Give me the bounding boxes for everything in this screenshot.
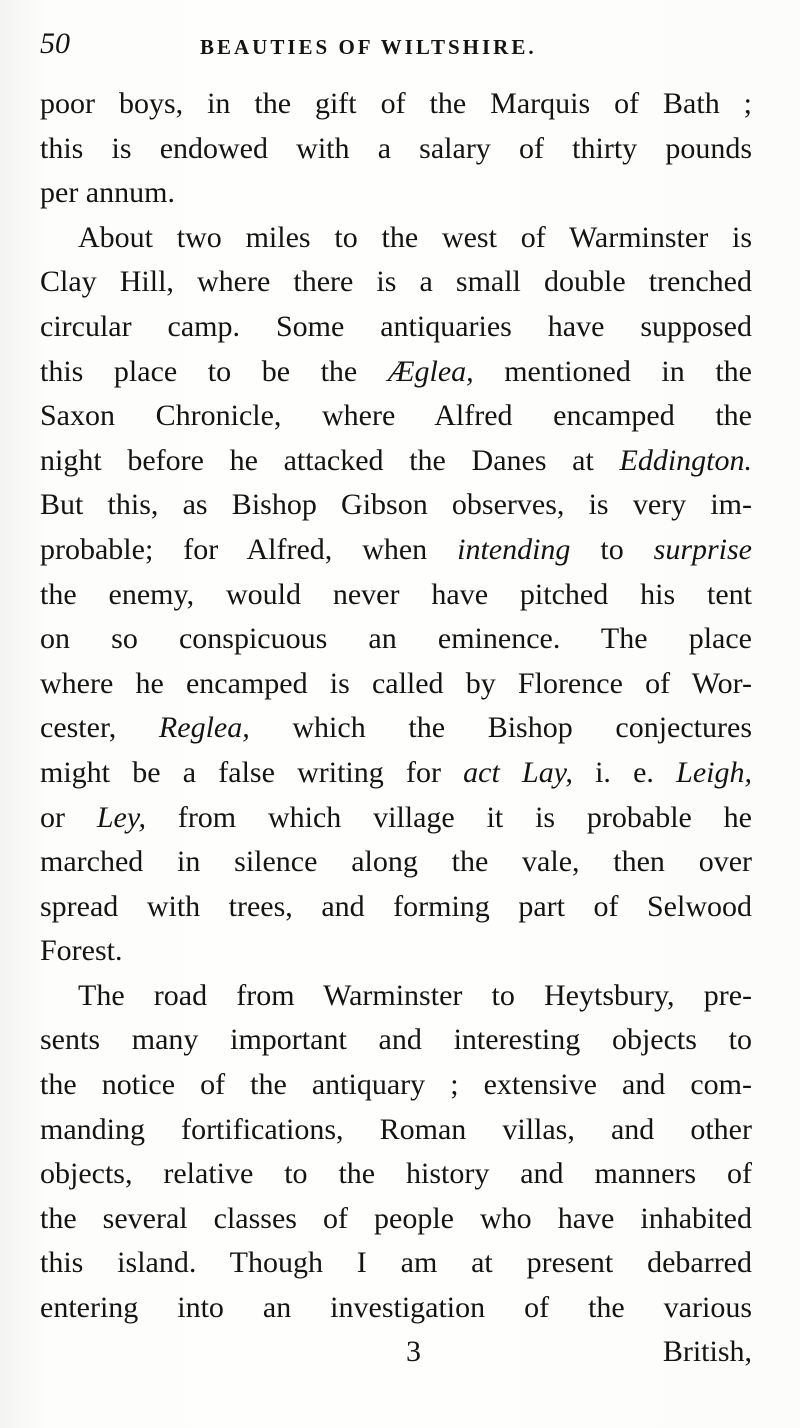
text-line bbox=[40, 662, 752, 707]
text-segment: this is endowed with a salary of thirty pounds bbox=[40, 131, 752, 165]
text-segment: spread with trees, and forming part of Selwood bbox=[40, 889, 752, 923]
text-segment: About two miles to the west of Warminster is bbox=[78, 220, 752, 254]
running-head: BEAUTIES OF WILTSHIRE. bbox=[200, 35, 537, 59]
text-line bbox=[40, 483, 752, 528]
text-line bbox=[40, 127, 752, 172]
text-segment: manding fortifications, Roman villas, and other bbox=[40, 1112, 752, 1146]
text-segment: marched in silence along the vale, then over bbox=[40, 845, 752, 879]
text-segment: the enemy, would never have pitched his tent bbox=[40, 577, 752, 611]
text-segment: The road from Warminster to Heytsbury, pre- bbox=[78, 978, 752, 1012]
text-segment: cester, bbox=[40, 711, 159, 745]
italic-text: Leigh, bbox=[676, 755, 752, 789]
text-line bbox=[40, 885, 752, 930]
text-line bbox=[40, 216, 752, 261]
text-segment: the several classes of people who have inhabited bbox=[40, 1201, 752, 1235]
text-line bbox=[40, 171, 752, 216]
text-segment: to bbox=[570, 532, 654, 566]
text-segment: this place to be the bbox=[40, 354, 388, 388]
text-segment: But this, as Bishop Gibson observes, is very im- bbox=[40, 488, 752, 522]
text-line bbox=[40, 1018, 752, 1063]
text-line bbox=[40, 82, 752, 127]
text-line bbox=[40, 1241, 752, 1286]
body-text bbox=[40, 82, 752, 1331]
catchword: British, bbox=[662, 1335, 752, 1368]
text-line bbox=[40, 1286, 752, 1331]
text-line bbox=[40, 1063, 752, 1108]
page-header bbox=[40, 22, 750, 72]
text-line bbox=[40, 350, 752, 395]
text-segment: night before he attacked the Danes at bbox=[40, 443, 620, 477]
text-line bbox=[40, 840, 752, 885]
text-segment: entering into an investigation of the various bbox=[40, 1291, 752, 1325]
signature-mark: 3 bbox=[406, 1335, 421, 1368]
text-segment: from which village it is probable he bbox=[146, 800, 753, 834]
text-segment: Forest. bbox=[40, 934, 123, 968]
text-line bbox=[40, 617, 752, 662]
italic-text: Æglea, bbox=[387, 354, 474, 388]
text-segment: Clay Hill, where there is a small double trenched bbox=[40, 265, 752, 299]
text-segment: on so conspicuous an eminence. The place bbox=[40, 622, 752, 656]
text-line bbox=[40, 706, 752, 751]
text-line bbox=[40, 573, 752, 618]
text-segment: Saxon Chronicle, where Alfred encamped the bbox=[40, 399, 752, 433]
text-line bbox=[40, 974, 752, 1019]
page-number: 50 bbox=[40, 27, 70, 60]
text-segment: where he encamped is called by Florence of Wor- bbox=[40, 666, 752, 700]
italic-text: Reglea, bbox=[158, 711, 250, 745]
italic-text: Ley, bbox=[96, 800, 146, 834]
text-segment: circular camp. Some antiquaries have supposed bbox=[40, 309, 752, 343]
text-line bbox=[40, 528, 752, 573]
italic-text: intending bbox=[457, 532, 571, 566]
italic-text: Eddington. bbox=[619, 443, 752, 477]
text-line bbox=[40, 439, 752, 484]
text-segment: sents many important and interesting objects to bbox=[40, 1023, 752, 1057]
text-segment: objects, relative to the history and manners of bbox=[40, 1157, 752, 1191]
text-line bbox=[40, 1108, 752, 1153]
text-line bbox=[40, 394, 752, 439]
page-footer bbox=[40, 1330, 752, 1374]
text-segment: poor boys, in the gift of the Marquis of Bath ; bbox=[40, 87, 752, 120]
italic-text: act Lay, bbox=[463, 755, 573, 789]
text-line bbox=[40, 929, 752, 974]
text-segment: or bbox=[40, 800, 97, 834]
text-line bbox=[40, 260, 752, 305]
text-line bbox=[40, 1152, 752, 1197]
text-line bbox=[40, 305, 752, 350]
text-segment: the notice of the antiquary ; extensive and com- bbox=[40, 1068, 752, 1102]
text-line bbox=[40, 1197, 752, 1242]
text-segment: per annum. bbox=[40, 176, 175, 210]
italic-text: surprise bbox=[653, 532, 752, 566]
text-segment: this island. Though I am at present debarred bbox=[40, 1246, 752, 1280]
text-segment: i. e. bbox=[572, 755, 677, 789]
text-segment: probable; for Alfred, when bbox=[40, 532, 458, 566]
text-segment: which the Bishop conjectures bbox=[249, 711, 752, 745]
text-segment: mentioned in the bbox=[473, 354, 752, 388]
text-line bbox=[40, 751, 752, 796]
text-line bbox=[40, 796, 752, 841]
text-segment: might be a false writing for bbox=[40, 755, 464, 789]
